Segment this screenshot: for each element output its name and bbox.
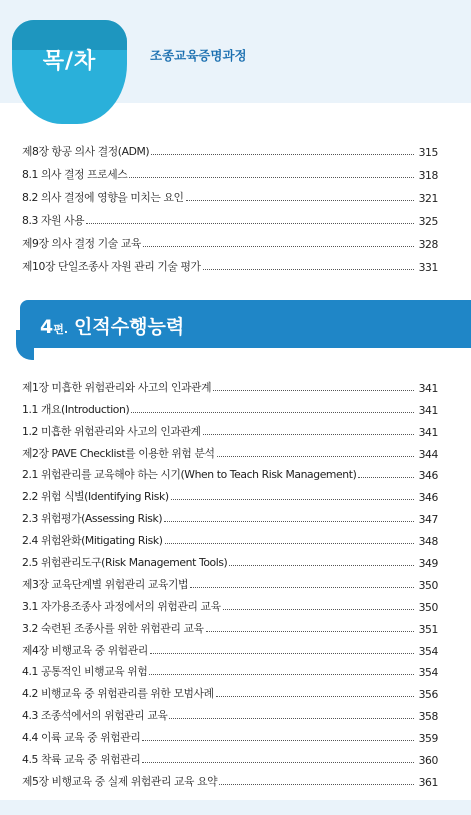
toc-entry-title: 4.1 공통적인 비행교육 위험 <box>22 665 148 679</box>
toc-entry-page: 344 <box>418 447 438 461</box>
toc-entry-page: 354 <box>418 644 438 658</box>
toc-leader-dots <box>165 543 414 544</box>
toc-entry-title: 4.5 착륙 교육 중 위험관리 <box>22 753 141 767</box>
toc-entry[interactable] <box>22 182 438 205</box>
toc-leader-dots <box>203 269 414 270</box>
toc-entry[interactable] <box>22 658 438 680</box>
toc-entry[interactable] <box>22 592 438 614</box>
section-title <box>40 312 184 339</box>
toc-leader-dots <box>223 609 414 610</box>
toc-entry-page: 341 <box>418 425 438 439</box>
toc-leader-dots <box>151 154 414 155</box>
toc-entry-page: 325 <box>418 215 438 228</box>
toc-entry-title: 8.2 의사 결정에 영향을 미치는 요인 <box>22 191 184 204</box>
toc-entry-title: 1.2 미흡한 위험관리와 사고의 인과관계 <box>22 424 201 438</box>
toc-list-top <box>22 136 438 274</box>
toc-entry-page: 331 <box>418 261 438 274</box>
section-number: 4 <box>40 316 54 338</box>
toc-leader-dots <box>213 390 414 391</box>
toc-entry[interactable] <box>22 373 438 395</box>
toc-leader-dots <box>131 412 414 413</box>
toc-entry-page: 351 <box>418 622 438 636</box>
toc-entry[interactable] <box>22 482 438 504</box>
toc-leader-dots <box>190 587 414 588</box>
toc-entry-title: 2.3 위험평가(Assessing Risk) <box>22 512 163 526</box>
section-suffix: 편. <box>53 323 69 336</box>
toc-entry[interactable] <box>22 767 438 789</box>
toc-entry[interactable] <box>22 701 438 723</box>
toc-leader-dots <box>164 521 414 522</box>
toc-entry-page: 358 <box>418 710 438 724</box>
toc-entry-title: 2.1 위험관리를 교육해야 하는 시기(When to Teach Risk Management) <box>22 468 357 482</box>
toc-entry-title: 제10장 단일조종사 자원 관리 기술 평가 <box>22 260 201 273</box>
toc-entry-title: 2.5 위험관리도구(Risk Management Tools) <box>22 556 228 570</box>
toc-entry-title: 3.1 자가용조종사 과정에서의 위험관리 교육 <box>22 599 221 613</box>
section-name: 인적수행능력 <box>74 316 185 338</box>
toc-entry-page: 346 <box>418 491 438 505</box>
toc-entry-page: 349 <box>418 557 438 571</box>
toc-entry-page: 328 <box>418 238 438 251</box>
toc-entry[interactable] <box>22 159 438 182</box>
toc-leader-dots <box>229 565 414 566</box>
toc-leader-dots <box>86 223 414 224</box>
toc-leader-dots <box>219 784 414 785</box>
toc-entry[interactable] <box>22 723 438 745</box>
toc-entry-page: 321 <box>418 192 438 205</box>
toc-entry[interactable] <box>22 228 438 251</box>
toc-entry-page: 350 <box>418 600 438 614</box>
toc-leader-dots <box>171 499 414 500</box>
toc-entry[interactable] <box>22 614 438 636</box>
toc-entry-title: 제2장 PAVE Checklist를 이용한 위험 분석 <box>22 446 215 460</box>
toc-entry-title: 제8장 항공 의사 결정(ADM) <box>22 145 150 158</box>
toc-entry-title: 제3장 교육단계별 위험관리 교육기법 <box>22 577 189 591</box>
toc-entry[interactable] <box>22 461 438 483</box>
toc-entry[interactable] <box>22 439 438 461</box>
toc-entry[interactable] <box>22 548 438 570</box>
toc-leader-dots <box>150 653 414 654</box>
toc-entry[interactable] <box>22 251 438 274</box>
toc-entry-title: 4.2 비행교육 중 위험관리를 위한 모범사례 <box>22 687 214 701</box>
toc-leader-dots <box>186 200 414 201</box>
toc-entry-page: 348 <box>418 535 438 549</box>
toc-entry-page: 350 <box>418 578 438 592</box>
toc-leader-dots <box>142 740 414 741</box>
toc-leader-dots <box>216 696 414 697</box>
toc-entry[interactable] <box>22 504 438 526</box>
toc-entry[interactable] <box>22 417 438 439</box>
toc-entry-title: 8.1 의사 결정 프로세스 <box>22 168 128 181</box>
toc-entry[interactable] <box>22 679 438 701</box>
toc-leader-dots <box>206 631 414 632</box>
toc-leader-dots <box>203 434 414 435</box>
toc-entry-page: 347 <box>418 513 438 527</box>
toc-entry-title: 제5장 비행교육 중 실제 위험관리 교육 요약 <box>22 774 218 788</box>
toc-entry-title: 3.2 숙련된 조종사를 위한 위험관리 교육 <box>22 621 204 635</box>
toc-entry-title: 4.4 이륙 교육 중 위험관리 <box>22 731 141 745</box>
toc-entry-title: 2.2 위험 식별(Identifying Risk) <box>22 490 169 504</box>
toc-entry[interactable] <box>22 570 438 592</box>
toc-entry-page: 341 <box>418 381 438 395</box>
toc-entry[interactable] <box>22 745 438 767</box>
toc-entry-title: 1.1 개요(Introduction) <box>22 402 130 416</box>
toc-entry-title: 제9장 의사 결정 기술 교육 <box>22 237 141 250</box>
toc-entry-page: 360 <box>418 754 438 768</box>
toc-entry-page: 346 <box>418 469 438 483</box>
toc-leader-dots <box>143 246 414 247</box>
toc-entry-title: 8.3 자원 사용 <box>22 214 85 227</box>
toc-entry-title: 제4장 비행교육 중 위험관리 <box>22 643 148 657</box>
toc-entry-page: 341 <box>418 403 438 417</box>
toc-entry[interactable] <box>22 395 438 417</box>
toc-entry-page: 354 <box>418 666 438 680</box>
toc-tab-label: 목/차 <box>42 49 97 74</box>
toc-entry[interactable] <box>22 205 438 228</box>
toc-leader-dots <box>142 762 414 763</box>
toc-entry-page: 315 <box>418 146 438 159</box>
toc-entry-title: 제1장 미흡한 위험관리와 사고의 인과관계 <box>22 380 212 394</box>
footer-band <box>0 800 471 815</box>
toc-leader-dots <box>129 177 414 178</box>
toc-tab-badge <box>12 20 127 124</box>
toc-entry-page: 361 <box>418 775 438 789</box>
toc-leader-dots <box>217 456 414 457</box>
toc-entry-page: 359 <box>418 732 438 746</box>
toc-entry-title: 4.3 조종석에서의 위험관리 교육 <box>22 709 168 723</box>
toc-entry[interactable] <box>22 636 438 658</box>
toc-entry-page: 356 <box>418 688 438 702</box>
course-title: 조종교육증명과정 <box>150 48 247 63</box>
toc-entry-page: 318 <box>418 169 438 182</box>
toc-leader-dots <box>169 718 414 719</box>
toc-entry-title: 2.4 위험완화(Mitigating Risk) <box>22 534 163 548</box>
toc-leader-dots <box>358 477 414 478</box>
toc-entry[interactable] <box>22 136 438 159</box>
toc-entry[interactable] <box>22 526 438 548</box>
toc-list-section <box>22 373 438 789</box>
toc-leader-dots <box>149 674 414 675</box>
section-banner <box>20 300 471 348</box>
